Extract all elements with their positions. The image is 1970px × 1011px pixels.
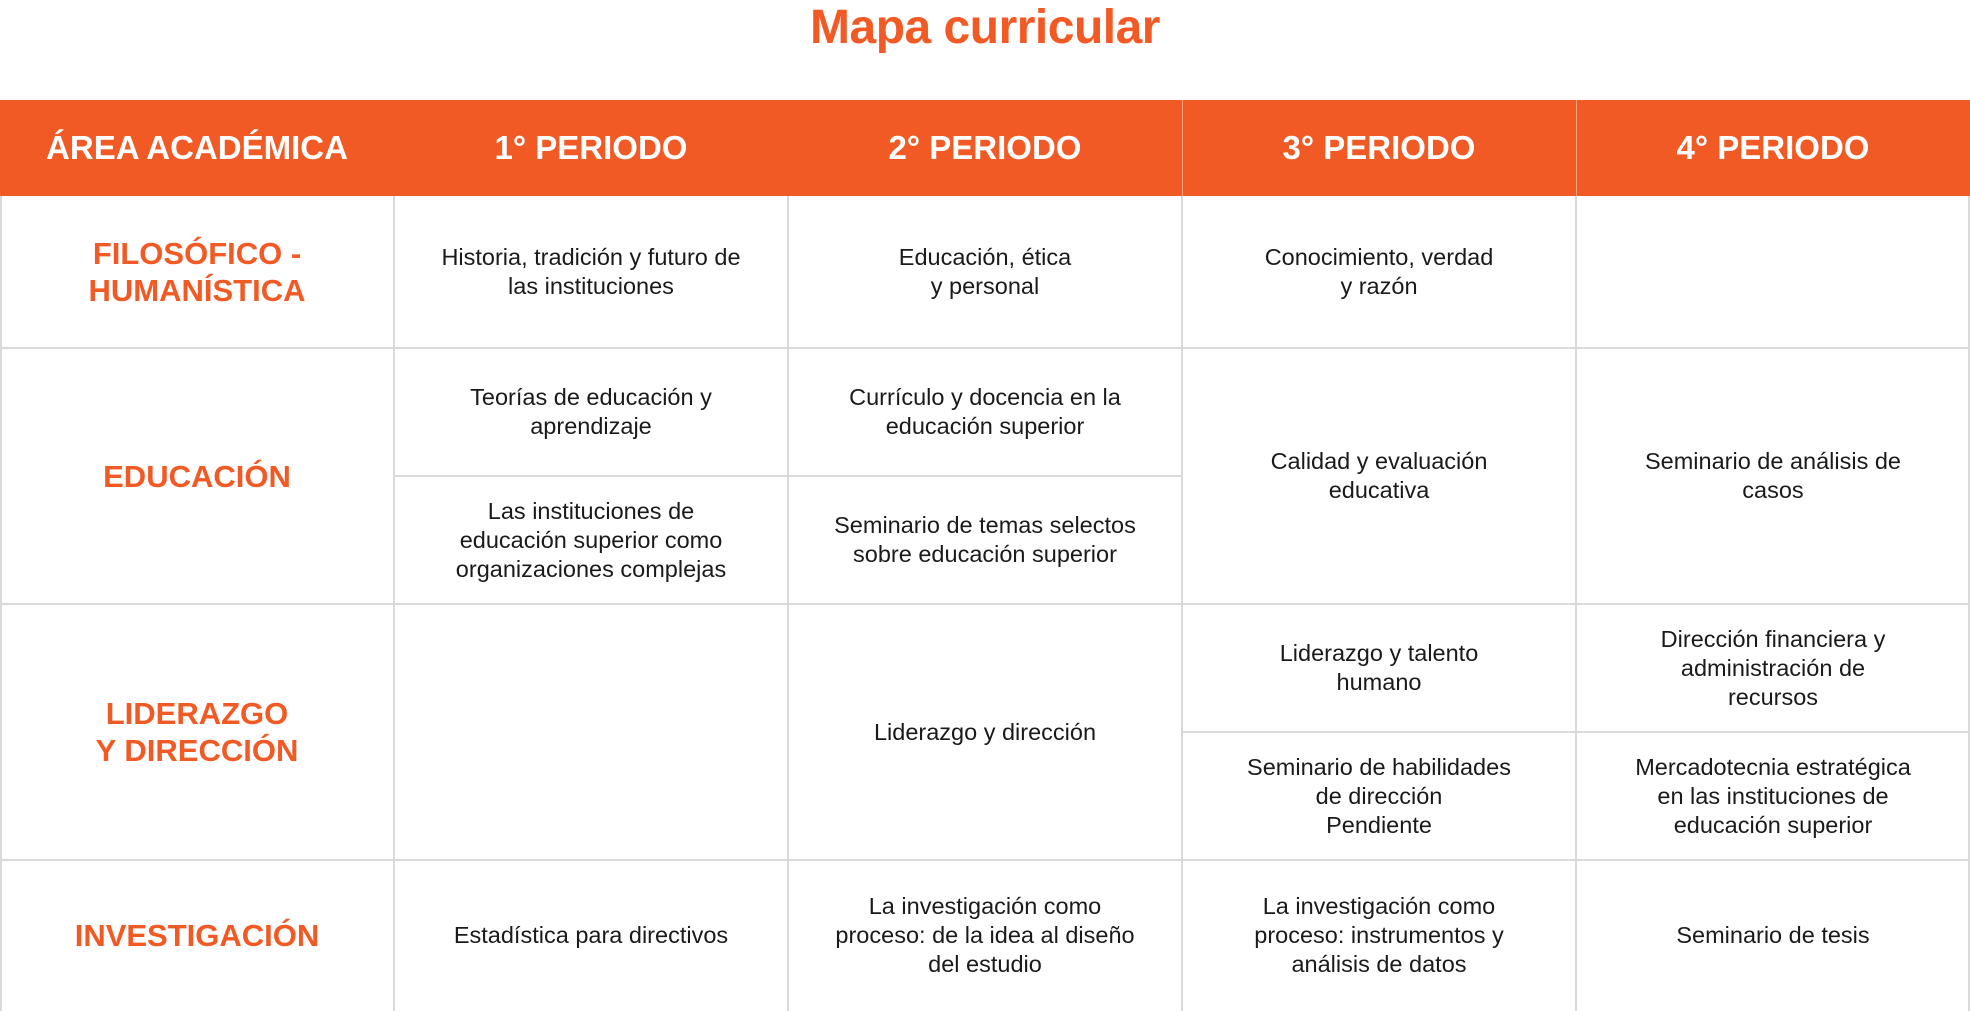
area-liderazgo-direccion: LIDERAZGO Y DIRECCIÓN [95,696,299,768]
header-periodo-4: 4° PERIODO [1676,129,1870,166]
course-cell: Seminario de habilidades de dirección Pendiente [1247,753,1511,838]
course-cell: Dirección financiera y administración de recursos [1660,625,1886,710]
course-cell: Educación, ética y personal [898,244,1072,299]
course-cell: Seminario de temas selectos sobre educación superior [834,512,1136,567]
course-cell: Liderazgo y talento humano [1279,640,1479,695]
area-filosofico-humanistica: FILOSÓFICO - HUMANÍSTICA [88,236,306,308]
course-cell: Las instituciones de educación superior como organizaciones complejas [455,497,727,582]
course-cell: Estadística para directivos [453,922,729,948]
header-divider [1182,100,1183,196]
course-cell: Conocimiento, verdad y razón [1264,244,1494,299]
course-cell: Seminario de análisis de casos [1644,448,1902,503]
table-header [0,100,1970,196]
course-cell: La investigación como proceso: instrumentos y análisis de datos [1254,893,1504,977]
curriculum-grid [0,196,1970,1011]
course-cell: Currículo y docencia en la educación superior [849,384,1121,439]
course-cell: Historia, tradición y futuro de las instituciones [441,244,741,299]
page-title: Mapa curricular [810,1,1160,54]
header-area-academica: ÁREA ACADÉMICA [46,129,348,166]
header-divider [1576,100,1577,196]
course-cell: Teorías de educación y aprendizaje [470,384,712,439]
header-periodo-2: 2° PERIODO [888,129,1082,166]
area-educacion: EDUCACIÓN [103,458,291,494]
course-cell: Mercadotecnia estratégica en las instituciones de educación superior [1635,753,1911,838]
header-periodo-1: 1° PERIODO [494,129,688,166]
course-cell: Liderazgo y dirección [873,718,1097,745]
area-investigacion: INVESTIGACIÓN [74,918,320,953]
course-cell: La investigación como proceso: de la idea al diseño del estudio [835,893,1135,977]
course-cell: Calidad y evaluación educativa [1270,448,1488,503]
course-cell: Seminario de tesis [1676,922,1870,948]
header-periodo-3: 3° PERIODO [1282,129,1476,166]
